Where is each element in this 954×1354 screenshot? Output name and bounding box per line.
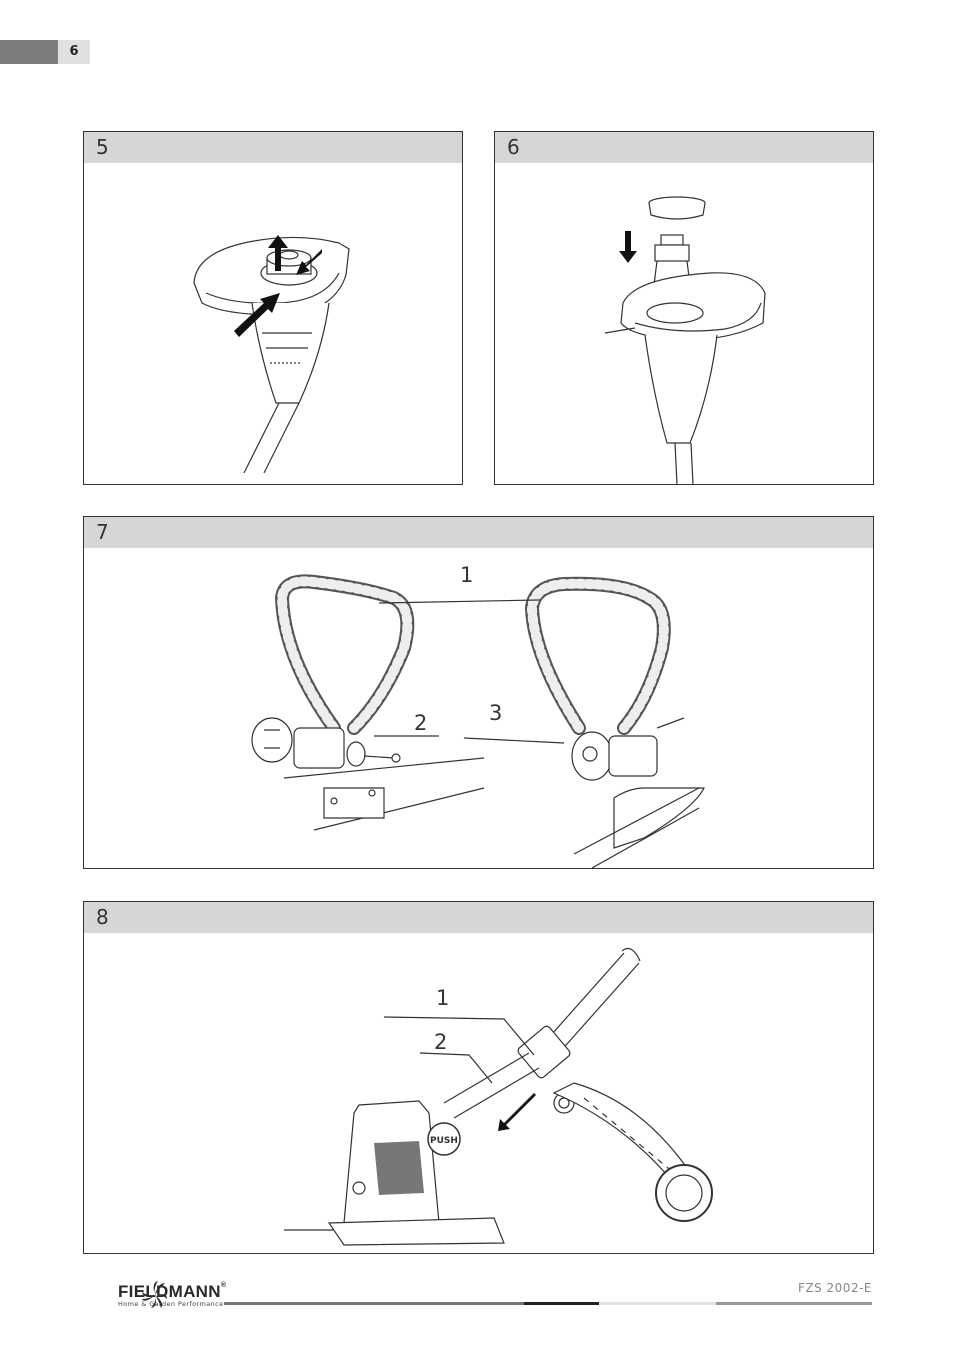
- trademark-symbol: ®: [220, 1282, 227, 1289]
- panel-8-header: 8: [84, 902, 873, 933]
- figure-panel-5: [83, 131, 463, 485]
- head-angle-adjustment-illustration: [84, 933, 873, 1253]
- figure-panel-6: [494, 131, 874, 485]
- callout-1: 1: [436, 986, 450, 1010]
- trimmer-head-illustration: [84, 163, 462, 484]
- arrow-diagonal-icon: [498, 1093, 536, 1131]
- page-tab: [0, 40, 58, 64]
- footer-bar-segment: [716, 1302, 872, 1305]
- callout-1: 1: [460, 563, 474, 587]
- brand-name: [118, 1282, 226, 1302]
- panel-7-header: 7: [84, 517, 873, 548]
- page-number: 6: [58, 40, 90, 64]
- footer-bar-segment: [599, 1302, 716, 1305]
- brand-tagline: Home & Garden Performance: [118, 1300, 224, 1308]
- footer-bar-segment: [524, 1302, 599, 1305]
- figure-panel-8: [83, 901, 874, 1254]
- push-button-label: PUSH: [430, 1136, 458, 1146]
- panel-5-header: 5: [84, 132, 462, 163]
- footer-bar-segment: [224, 1302, 524, 1305]
- model-number: FZS 2002-E: [797, 1281, 872, 1295]
- callout-2: 2: [434, 1030, 448, 1054]
- panel-6-header: 6: [495, 132, 873, 163]
- arrow-down-icon: [619, 231, 637, 263]
- spool-replacement-illustration: [495, 163, 873, 484]
- callout-2: 2: [414, 711, 428, 735]
- figure-panel-7: [83, 516, 874, 869]
- auxiliary-handle-illustration: [84, 548, 873, 868]
- brand-text: FIELDMANN: [118, 1282, 221, 1301]
- callout-3: 3: [489, 701, 503, 725]
